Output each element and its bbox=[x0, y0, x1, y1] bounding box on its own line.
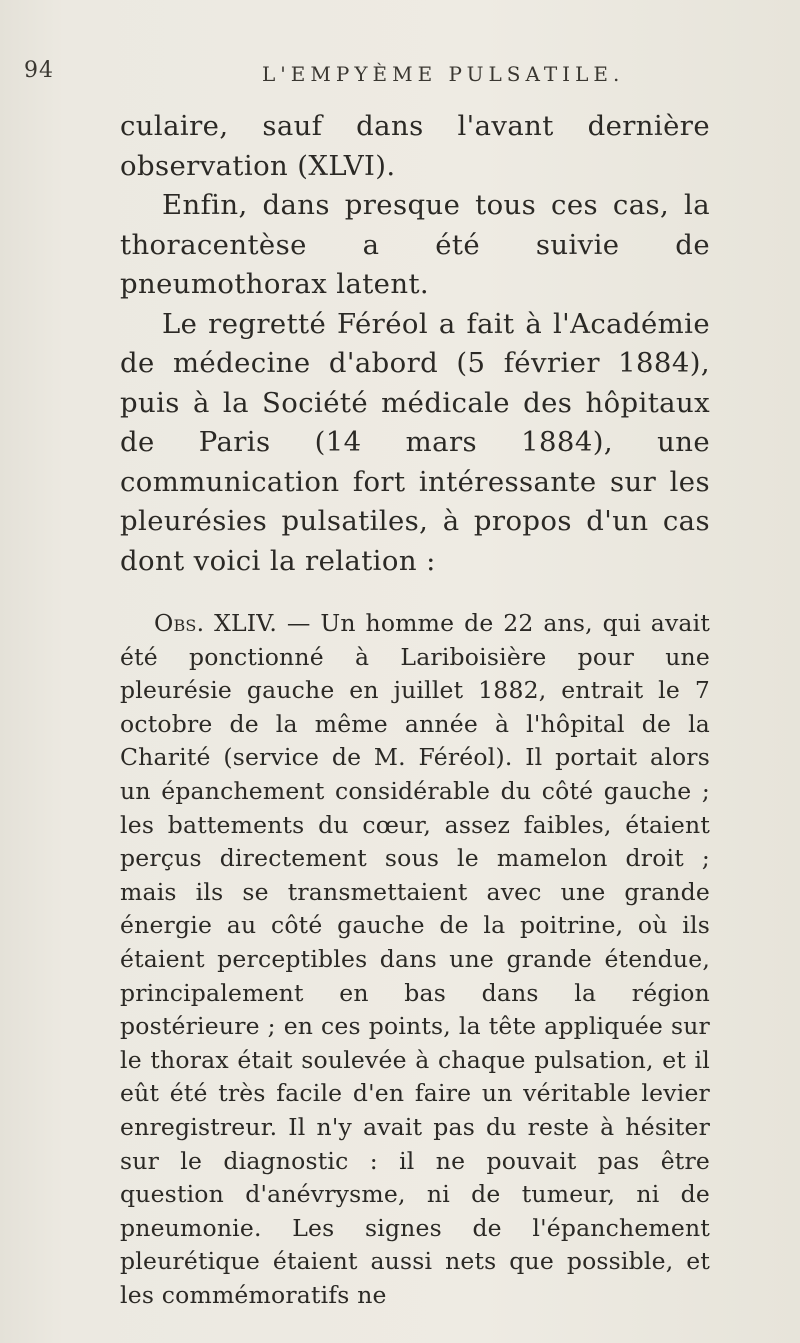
observation-label: Obs. XLIV. bbox=[154, 609, 278, 637]
paragraph-fereol: Le regretté Féréol a fait à l'Académie de médecine d'abord (5 février 1884), puis à la Société médicale des hôpitaux de Paris (14 mars 1884), une communication fort intéressante sur les pleurésies pulsatiles, à propos d'un cas dont voici la relation : bbox=[120, 307, 710, 577]
observation-paragraph bbox=[120, 607, 710, 1312]
observation-section bbox=[120, 607, 710, 1312]
paragraph-thoracentese: Enfin, dans presque tous ces cas, la thoracentèse a été suivie de pneumothorax latent. bbox=[120, 189, 710, 300]
paragraph-continuation: culaire, sauf dans l'avant dernière observation (XLVI). bbox=[120, 110, 710, 182]
intro-section bbox=[120, 107, 710, 581]
page-number: 94 bbox=[24, 58, 54, 83]
observation-text: — Un homme de 22 ans, qui avait été ponctionné à Lariboisière pour une pleurésie gauche en juillet 1882, entrait le 7 octobre de la même année à l'hôpital de la Charité (service de M. Féréol). Il portait alors un épanchement considérable du côté gauche ; les battements du cœur, assez faibles, étaient perçus directement sous le mamelon droit ; mais ils se transmettaient avec une grande énergie au côté gauche de la poitrine, où ils étaient perceptibles dans une grande étendue, principalement en bas dans la région postérieure ; en ces points, la tête appliquée sur le thorax était soulevée à chaque pulsation, et il eût été très facile d'en faire un véritable levier enregistreur. Il n'y avait pas du reste à hésiter sur le diagnostic : il ne pouvait pas être question d'anévrysme, ni de tumeur, ni de pneumonie. Les signes de l'épanchement pleurétique étaient aussi nets que possible, et les commémoratifs ne bbox=[120, 609, 710, 1309]
running-head: L'EMPYÈME PULSATILE. bbox=[262, 62, 625, 86]
body-text bbox=[120, 107, 710, 1312]
